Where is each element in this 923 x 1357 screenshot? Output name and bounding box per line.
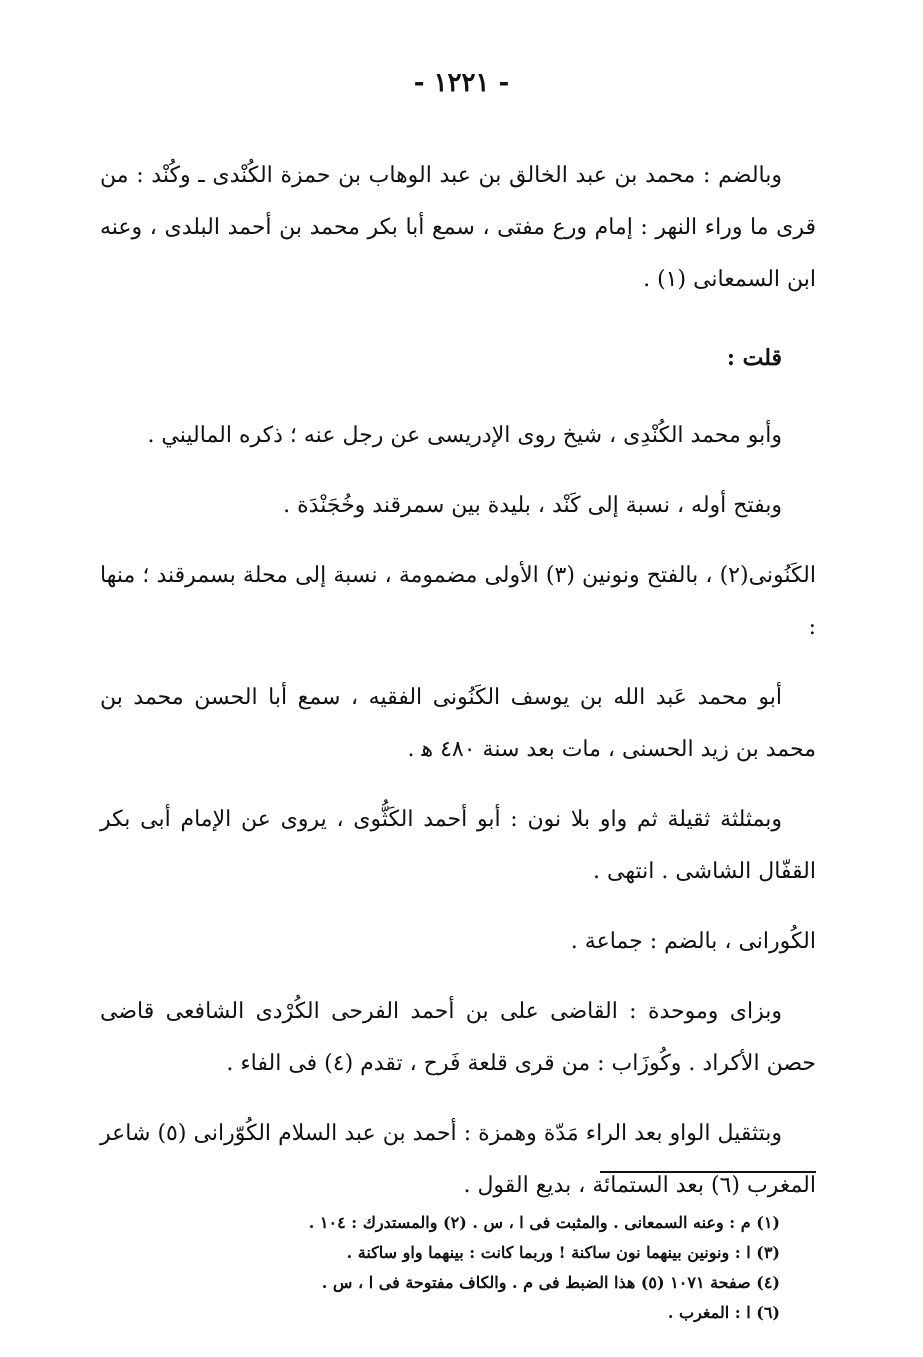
paragraph-kurdi: وبزاى وموحدة : القاضى على بن أحمد الفرحى الكُرْدى الشافعى قاضى حصن الأكراد . وكُوزَاب : من قرى قلعة فَرح ، تقدم (٤) فى الفاء .	[100, 999, 816, 1076]
paragraph-kawrani: وبتثقيل الواو بعد الراء مَدّة وهمزة : أحمد بن عبد السلام الكُوّرانى (٥) شاعر المغرب (٦) بعد الستمائة ، بديع القول .	[100, 1121, 816, 1198]
footnote-separator	[600, 1171, 816, 1173]
paragraph-kaththawi: وبمثلثة ثقيلة ثم واو بلا نون : أبو أحمد الكَثُّوى ، يروى عن الإمام أبى بكر القفّال الشاشى . انتهى .	[100, 807, 816, 884]
heading-qultu: قلت :	[726, 345, 782, 371]
paragraph-kand: وبفتح أوله ، نسبة إلى كَنْد ، بليدة بين سمرقند وخُجَنْدَة .	[283, 493, 782, 518]
paragraph-abdullah-kanuni: أبو محمد عَبد الله بن يوسف الكَنُونى الفقيه ، سمع أبا الحسن محمد بن محمد بن زيد الحسنى ، مات بعد سنة ٤٨٠ ﻫ .	[100, 685, 816, 762]
footnote-line: (٣) ا : ونونين بينهما نون ساكنة ! وربما كانت : بينهما واو ساكنة .	[346, 1243, 780, 1262]
footnote-line: (٤) صفحة ١٠٧١ (٥) هذا الضبط فى م . والكاف مفتوحة فى ا ، س .	[321, 1273, 780, 1292]
main-text	[100, 150, 816, 1212]
footnote-line: (١) م : وعنه السمعانى . والمثبت فى ا ، س . (٢) والمستدرك : ١٠٤ .	[308, 1213, 780, 1232]
paragraph-kanuni: الكَنُونى(٢) ، بالفتح ونونين (٣) الأولى مضمومة ، نسبة إلى محلة بسمرقند ؛ منها :	[100, 563, 816, 640]
footnotes	[140, 1208, 780, 1328]
paragraph-kurani: الكُورانى ، بالضم : جماعة .	[570, 929, 816, 954]
paragraph-abu-muhammad-kundi: وأبو محمد الكُنْدِى ، شيخ روى الإدريسى عن رجل عنه ؛ ذكره الماليني .	[147, 423, 782, 448]
footnote-line: (٦) ا : المغرب .	[667, 1303, 780, 1322]
paragraph-kundi: وبالضم : محمد بن عبد الخالق بن عبد الوهاب بن حمزة الكُنْدى ـ وكُنْد : من قرى ما وراء النهر : إمام ورع مفتى ، سمع أبا بكر محمد بن أحمد البلدى ، وعنه ابن السمعانى (١) .	[100, 163, 816, 292]
page-number: - ١٢٢١ -	[413, 68, 510, 98]
